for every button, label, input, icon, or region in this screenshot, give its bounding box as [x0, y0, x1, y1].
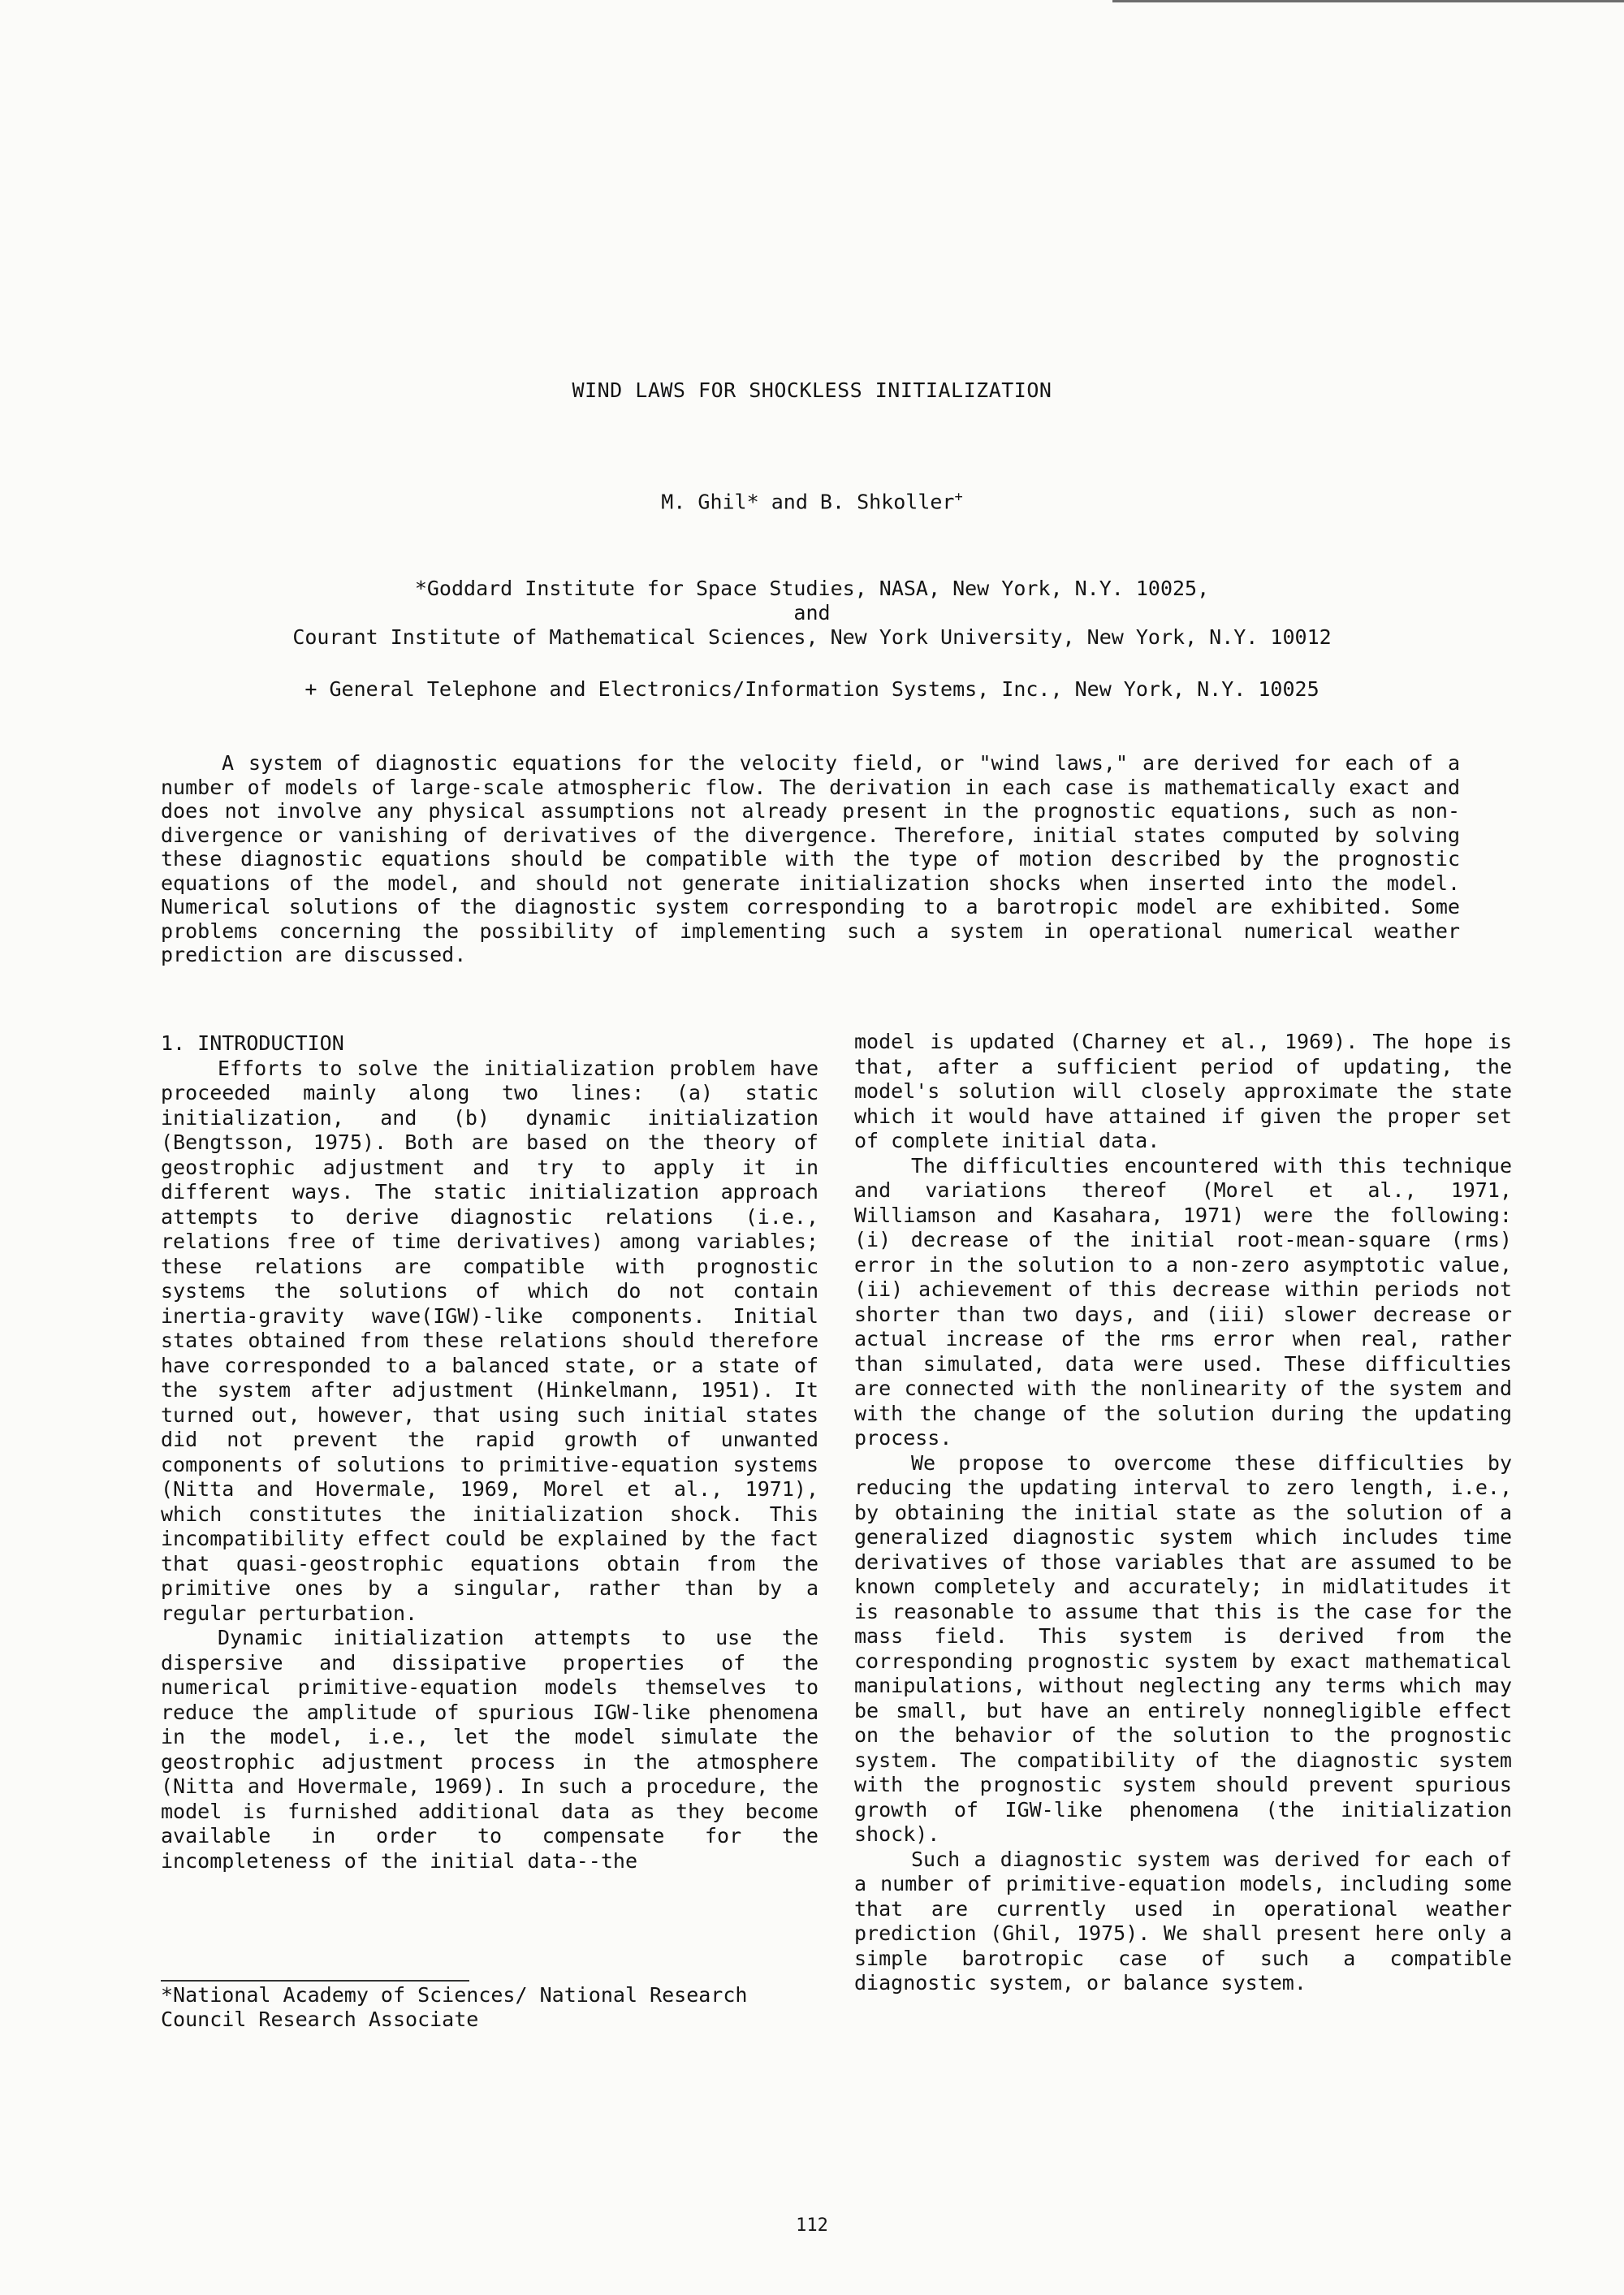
author-mark: + [954, 489, 963, 505]
paragraph: model is updated (Charney et al., 1969). The hope is that, after a sufficient period of updating, the model's solution will closely approximate the state which it would have attained if given the proper set of complete initial data. [854, 1030, 1512, 1152]
footnote-rule [161, 1980, 469, 1982]
abstract [161, 751, 1460, 967]
right-column [854, 1030, 1512, 1996]
affiliation-gte: + General Telephone and Electronics/Information Systems, Inc., New York, N.Y. 10025 [304, 677, 1320, 701]
abstract-text: A system of diagnostic equations for the velocity field, or "wind laws," are derived for each of a number of models of large-scale atmospheric flow. The derivation in each case is mathematically exact and does not involve any physical assumptions not already present in the prognostic equations, such as non-divergence or vanishing of derivatives of the divergence. Therefore, initial states computed by solving these diagnostic equations should be compatible with the type of motion described by the prognostic equations of the model, and should not generate initialization shocks when inserted into the model. Numerical solutions of the diagnostic system corresponding to a barotropic model are exhibited. Some problems concerning the possibility of implementing such a system in operational numerical weather prediction are discussed. [161, 751, 1460, 966]
paragraph: Efforts to solve the initialization problem have proceeded mainly along two lines: (a) static initialization, and (b) dynamic initialization (Bengtsson, 1975). Both are based on the theory of geostrophic adjustment and try to apply it in different ways. The static initialization approach attempts to derive diagnostic relations (i.e., relations free of time derivatives) among variables; these relations are compatible with prognostic systems the solutions of which do not contain inertia-gravity wave(IGW)-like components. Initial states obtained from these relations should therefore have corresponded to a balanced state, or a state of the system after adjustment (Hinkelmann, 1951). It turned out, however, that using such initial states did not prevent the rapid growth of unwanted components of solutions to primitive-equation systems (Nitta and Hovermale, 1969, Morel et al., 1971), which constitutes the initialization shock. This incompatibility effect could be explained by the fact that quasi-geostrophic equations obtain from the primitive ones by a singular, rather than by a regular perturbation. [161, 1056, 818, 1625]
paragraph: We propose to overcome these difficulties by reducing the updating interval to zero length, i.e., by obtaining the initial state as the solution of a generalized diagnostic system which includes time derivatives of those variables that are assumed to be known completely and accurately; in midlatitudes it is reasonable to assume that this is the case for the mass field. This system is derived from the corresponding prognostic system by exact mathematical manipulations, without neglecting any terms which may be small, but have an entirely nonnegligible effect on the behavior of the solution to the prognostic system. The compatibility of the diagnostic system with the prognostic system should prevent spurious growth of IGW-like phenomena (the initialization shock). [854, 1450, 1512, 1846]
paragraph: The difficulties encountered with this technique and variations thereof (Morel et al., 1971, Williamson and Kasahara, 1971) were the following: (i) decrease of the initial root-mean-square (rms) error in the solution to a non-zero asymptotic value, (ii) achievement of this decrease within periods not shorter than two days, and (iii) slower decrease or actual increase of the rms error when real, rather than simulated, data were used. These difficulties are connected with the nonlinearity of the system and with the change of the solution during the updating process. [854, 1153, 1512, 1450]
author-line [0, 489, 1624, 513]
paper-title: WIND LAWS FOR SHOCKLESS INITIALIZATION [572, 378, 1052, 402]
affiliation-goddard: *Goddard Institute for Space Studies, NASA, New York, N.Y. 10025, [414, 577, 1210, 600]
footnote-text: *National Academy of Sciences/ National Research Council Research Associate [161, 1983, 748, 2031]
paragraph: Dynamic initialization attempts to use the dispersive and dissipative properties of the numerical primitive-equation models themselves to reduce the amplitude of spurious IGW-like phenomena in the model, i.e., let the model simulate the geostrophic adjustment process in the atmosphere (Nitta and Hovermale, 1969). In such a procedure, the model is furnished additional data as they become available in order to compensate for the incompleteness of the initial data--the [161, 1626, 818, 1873]
footnote [161, 1980, 818, 2032]
author-names: M. Ghil* and B. Shkoller [661, 490, 955, 514]
top-border-line [1112, 0, 1624, 2]
affiliation-and: and [793, 601, 831, 625]
paragraph: Such a diagnostic system was derived for each of a number of primitive-equation models, including some that are currently used in operational weather prediction (Ghil, 1975). We shall present here only a simple barotropic case of such a compatible diagnostic system, or balance system. [854, 1847, 1512, 1995]
affiliation-courant: Courant Institute of Mathematical Sciences, New York University, New York, N.Y. 10012 [292, 625, 1332, 649]
section-heading: 1. INTRODUCTION [161, 1031, 344, 1055]
page-number: 112 [796, 2215, 828, 2236]
left-column [161, 1031, 818, 1874]
